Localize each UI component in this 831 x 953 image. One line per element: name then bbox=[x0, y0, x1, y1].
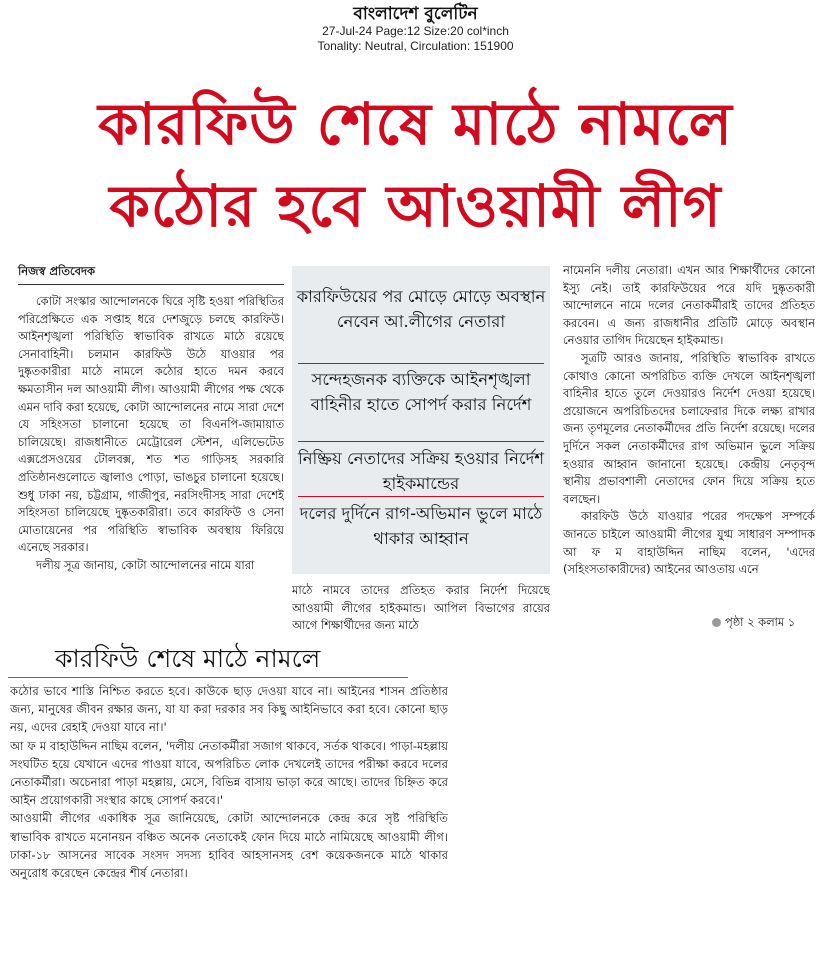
paragraph: মাঠে নামবে তাদের প্রতিহত করার নির্দেশ দিয়েছে আওয়ামী লীগের হাইকমান্ড। আপিল বিভাগের রায়ের আগে শিক্ষার্থীদের জন্য মাঠে bbox=[292, 583, 550, 633]
jump-article-body bbox=[10, 682, 448, 942]
newspaper-name: বাংলাদেশ বুলেটিন bbox=[353, 4, 478, 24]
highlight-divider bbox=[298, 496, 544, 497]
highlight-item: কারফিউয়ের পর মোড়ে মোড়ে অবস্থান নেবেন আ.লীগের নেতারা bbox=[296, 287, 546, 331]
clip-meta-date-size: 27-Jul-24 Page:12 Size:20 col*inch bbox=[322, 24, 509, 38]
bullet-dot-icon bbox=[712, 618, 721, 627]
paragraph: নামেননি দলীয় নেতারা। এখন আর শিক্ষার্থীদের কোনো ইস্যু নেই। তাই কারফিউয়ের পরে যদি দুষ্কৃতকারী আন্দোলনে নামে দলের নেতাকর্মীরাই তাদের প্রতিহত করবেন। এ জন্য রাজধানীর প্রতিটি মোড়ে অবস্থান নেওয়ার তাগিদ দিয়েছেন হাইকমান্ড। bbox=[563, 263, 815, 348]
highlight-divider bbox=[298, 441, 544, 442]
article-column-2 bbox=[292, 582, 550, 640]
article-column-3 bbox=[563, 262, 815, 640]
paragraph: সূত্রটি আরও জানায়, পরিস্থিতি স্বাভাবিক রাখতে কোথাও কোনো অপরিচিত ব্যক্তি দেখলে আইনশৃঙ্খলা বাহিনীর হাতে তুলে দেওয়ারও নির্দেশ দেওয়া হয়েছে। প্রয়োজনে অপরিচিতদের চলাফেরার দিকে লক্ষ্য রাখার জন্য তৃণমূলের নেতাকর্মীদের প্রতি নির্দেশ রয়েছে। দলের দুর্দিনে সকল নেতাকর্মীদের রাগ অভিমান ভুলে সক্রিয় হওয়ার আহ্বান জানানো হয়েছে। কেন্দ্রীয় নেতৃবৃন্দ স্থানীয় প্রভাবশালী নেতাদের ফোন দিয়ে সক্রিয় হতে বলছেন। bbox=[563, 350, 815, 506]
paragraph: আওয়ামী লীগের একাধিক সূত্র জানিয়েছে, কোটা আন্দোলনকে কেন্দ্র করে সৃষ্ট পরিস্থিতি স্বাভাবিক রাখতে মনোনয়ন বঞ্চিত অনেক নেতাকেই ফোন দিয়ে মাঠে নামিয়েছে আওয়ামী লীগ। ঢাকা-১৮ আসনের সাবেক সংসদ সদস্য হাবিব আহসানসহ বেশ কয়েকজনকে মাঠে থাকার অনুরোধ করেছেন কেন্দ্রের শীর্ষ নেতারা। bbox=[10, 811, 448, 881]
continuation-label: পৃষ্ঠা ২ কলাম ১ bbox=[725, 615, 796, 629]
highlight-item: নিষ্ক্রিয় নেতাদের সক্রিয় হওয়ার নির্দেশ হাইকমান্ডের bbox=[297, 449, 544, 493]
byline: নিজস্ব প্রতিবেদক bbox=[18, 263, 284, 285]
highlight-item: সন্দেহজনক ব্যক্তিকে আইনশৃঙ্খলা বাহিনীর হাতে সোপর্দ করার নির্দেশ bbox=[310, 370, 532, 414]
clip-meta-tonality: Tonality: Neutral, Circulation: 151900 bbox=[317, 39, 514, 53]
paragraph: দলীয় সূত্র জানায়, কোটা আন্দোলনের নামে যারা bbox=[36, 557, 255, 572]
jump-header bbox=[0, 641, 831, 679]
paragraph: কোটা সংস্কার আন্দোলনকে ঘিরে সৃষ্টি হওয়া পরিস্থিতির পরিপ্রেক্ষিতে এক সপ্তাহ ধরে দেশজুড়ে চলছে কারফিউ। আইনশৃঙ্খলা পরিস্থিতি স্বাভাবিক রাখতে মাঠে রয়েছে সেনাবাহিনী। চলমান কারফিউ উঠে যাওয়ার পর দুষ্কৃতকারীরা মাঠে নামলে কঠোর হাতে দমন করবে ক্ষমতাসীন দল আওয়ামী লীগ। আওয়ামী লীগের পক্ষ থেকে এমন দাবি করা হয়েছে, কোটা আন্দোলনের নামে সারা দেশে যে সহিংসতা চালানো হয়েছে তা বিএনপি-জামায়াত চালিয়েছে। রাজধানীতে মেট্রোরেল স্টেশন, এলিভেটেড এক্সপ্রেসওয়ের টোলবক্স, শত শত গাড়িসহ সরকারি প্রতিষ্ঠানগুলোতে জ্বালাও পোড়া, ভাঙচুর চালানো হয়েছে। শুধু ঢাকা নয়, চট্টগ্রাম, গাজীপুর, নরসিংদীসহ সারা দেশেই সহিংসতা চালিয়েছে দুষ্কৃতকারীরা। তবে কারফিউ ও সেনা মোতায়েনের পর পরিস্থিতি স্বাভাবিক অবস্থায় ফিরিয়ে এনেছে সরকার। bbox=[18, 294, 284, 555]
jump-underline bbox=[8, 677, 408, 678]
continuation-note bbox=[712, 614, 795, 630]
masthead bbox=[0, 4, 831, 54]
highlight-item: দলের দুর্দিনে রাগ-অভিমান ভুলে মাঠে থাকার আহ্বান bbox=[299, 504, 543, 548]
headline-line-2: কঠোর হবে আওয়ামী লীগ bbox=[109, 172, 722, 240]
paragraph: আ ফ ম বাহাউদ্দিন নাছিম বলেন, 'দলীয় নেতাকর্মীরা সজাগ থাকবে, সর্তক থাকবে। পাড়া-মহল্লায় সংঘটিত হয়ে যেখানে এদের পাওয়া যাবে, অপরিচিত লোক দেখলেই তাদের পরীক্ষা করবে দলের নেতাকর্মীরা। অচেনারা পাড়া মহল্লায়, মেসে, বিভিন্ন বাসায় ভাড়া করে আছে। তাদের চিহ্নিত করে আইন প্রয়োগকারী সংস্থার কাছে সোপর্দ করবে।' bbox=[10, 738, 448, 808]
paragraph: কারফিউ উঠে যাওয়ার পরের পদক্ষেপ সম্পর্কে জানতে চাইলে আওয়ামী লীগের যুগ্ম সাধারণ সম্পাদক আ ফ ম বাহাউদ্দিন নাছিম বলেন, 'এদের (সহিংসতাকারীদের) আইনের আওতায় এনে bbox=[563, 509, 815, 577]
highlights-box bbox=[292, 266, 550, 574]
paragraph: কঠোর ভাবে শাস্তি নিশ্চিত করতে হবে। কাউকে ছাড় দেওয়া যাবে না। আইনের শাসন প্রতিষ্ঠার জন্য, মানুষের জীবন রক্ষার জন্য, যা যা করা দরকার সব কিছু আইনিভাবে করা হবে। কোনো ছাড় নয়, এদের রেহাই দেওয়া যাবে না।' bbox=[10, 684, 448, 735]
headline-line-1: কারফিউ শেষে মাঠে নামলে bbox=[98, 90, 733, 158]
article-column-1 bbox=[18, 293, 284, 638]
jump-title: কারফিউ শেষে মাঠে নামলে bbox=[55, 644, 321, 673]
highlight-divider bbox=[298, 363, 544, 364]
